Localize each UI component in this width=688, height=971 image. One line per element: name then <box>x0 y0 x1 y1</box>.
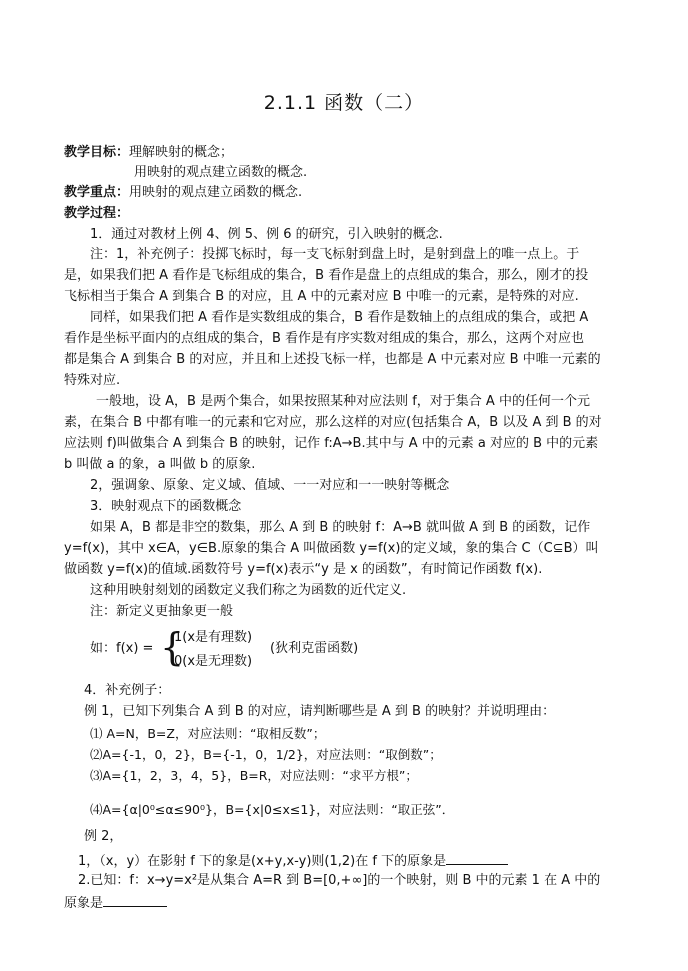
objectives-item-2: 用映射的观点建立函数的概念. <box>134 165 308 180</box>
objectives-item-1: 理解映射的概念； <box>129 145 234 160</box>
para-5: 2，强调象、原象、定义域、值域、一一对应和一一映射等概念 <box>90 478 450 493</box>
para-6: 3．映射观点下的函数概念 <box>90 499 242 514</box>
example-2-label: 例 2， <box>84 829 123 844</box>
para-7-line-3: 做函数 y=f(x)的值域.函数符号 y=f(x)表示“y 是 x 的函数”，有时简记作函数 f(x). <box>64 562 543 577</box>
para-4-line-1: 一般地，设 A，B 是两个集合，如果按照某种对应法则 f，对于集合 A 中的任何一个元 <box>96 394 590 409</box>
keypoint-text: 用映射的观点建立函数的概念. <box>129 185 303 200</box>
example-1-item-2: ⑵A={-1，0，2}，B={-1，0，1/2}，对应法则：“取倒数”； <box>90 747 442 762</box>
answer-blank-2[interactable] <box>103 893 167 907</box>
example-1-item-1: ⑴ A=N，B=Z，对应法则：“取相反数”； <box>90 726 326 741</box>
example-2-q1 <box>78 851 508 870</box>
para-4-line-4: b 叫做 a 的象，a 叫做 b 的原象. <box>64 457 256 472</box>
example-1-item-3: ⑶A={1，2，3，4，5}，B=R，对应法则：“求平方根”； <box>90 768 418 783</box>
formula-prefix: 如：f(x) = <box>90 641 154 656</box>
section-4: 4．补充例子： <box>84 683 171 698</box>
keypoint-line <box>64 185 302 201</box>
para-3-line-4: 特殊对应. <box>64 373 121 388</box>
para-1: 1．通过对教材上例 4、例 5、例 6 的研究，引入映射的概念. <box>90 227 443 242</box>
brace-symbol: { <box>160 625 185 669</box>
formula-note: (狄利克雷函数) <box>270 641 359 656</box>
formula-case-2: 0(x是无理数) <box>174 654 253 669</box>
para-7-line-1: 如果 A，B 都是非空的数集，那么 A 到 B 的映射 f：A→B 就叫做 A 到 B 的函数，记作 <box>90 520 591 535</box>
example-1-item-4: ⑷A={α|0⁰≤α≤90⁰}，B={x|0≤x≤1}，对应法则：“取正弦”． <box>90 802 455 817</box>
example-1-intro: 例 1，已知下列集合 A 到 B 的对应，请判断哪些是 A 到 B 的映射？并说明理由： <box>84 704 556 719</box>
process-heading: 教学过程： <box>64 206 130 221</box>
example-2-q2-text: 原象是 <box>64 896 104 911</box>
para-4-line-2: 素，在集合 B 中都有唯一的元素和它对应，那么这样的对应(包括集合 A，B 以及 A 到 B 的对 <box>64 415 602 430</box>
para-4-line-3: 应法则 f)叫做集合 A 到集合 B 的映射，记作 f:A→B.其中与 A 中的元素 a 对应的 B 中的元素 <box>64 436 599 451</box>
para-7-line-2: y=f(x)，其中 x∈A，y∈B.原象的集合 A 叫做函数 y=f(x)的定义域，象的集合 C（C⊆B）叫 <box>64 541 599 556</box>
para-2-line-3: 飞标相当于集合 A 到集合 B 的对应，且 A 中的元素对应 B 中唯一的元素，是特殊的对应. <box>64 289 579 304</box>
para-2-line-2: 是，如果我们把 A 看作是飞标组成的集合，B 看作是盘上的点组成的集合，那么，刚才的投 <box>64 268 589 283</box>
para-2-line-1: 注：1，补充例子：投掷飞标时，每一支飞标射到盘上时，是射到盘上的唯一点上。于 <box>90 247 580 262</box>
example-2-q2-line-2 <box>64 893 167 912</box>
keypoint-label: 教学重点： <box>64 185 130 200</box>
objectives-line <box>64 145 233 161</box>
answer-blank-1[interactable] <box>446 851 508 865</box>
formula-case-1: 1(x是有理数) <box>174 630 253 645</box>
document-title: 2.1.1 函数（二） <box>263 92 425 114</box>
example-2-q1-text: 1，（x，y）在影射 f 下的象是(x+y,x-y)则(1,2)在 f 下的原象是 <box>78 854 447 869</box>
para-3-line-3: 都是集合 A 到集合 B 的对应，并且和上述投飞标一样，也都是 A 中元素对应 B 中唯一元素的 <box>64 352 601 367</box>
objectives-label: 教学目标： <box>64 145 130 160</box>
para-8: 这种用映射刻划的函数定义我们称之为函数的近代定义. <box>90 583 407 598</box>
example-2-q2-line-1: 2.已知：f：x→y=x²是从集合 A=R 到 B=[0,+∞]的一个映射，则 B 中的元素 1 在 A 中的 <box>78 873 601 888</box>
para-9: 注：新定义更抽象更一般 <box>90 604 234 619</box>
para-3-line-1: 同样，如果我们把 A 看作是实数组成的集合，B 看作是数轴上的点组成的集合，或把 A <box>90 310 589 325</box>
para-3-line-2: 看作是坐标平面内的点组成的集合，B 看作是有序实数对组成的集合，那么，这两个对应也 <box>64 331 585 346</box>
